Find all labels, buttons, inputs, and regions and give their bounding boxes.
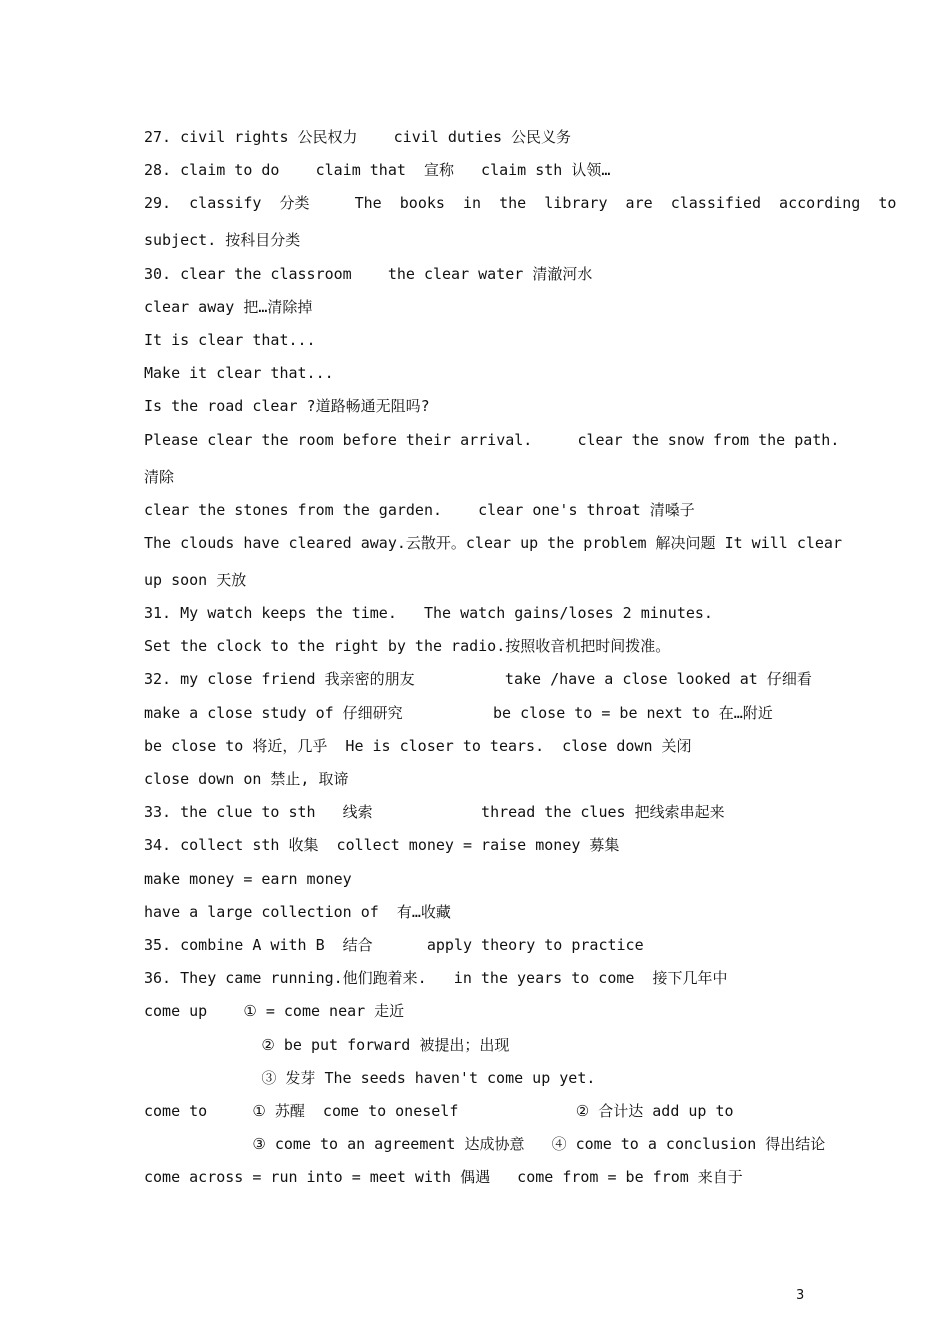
- text-line: 清除: [144, 467, 175, 486]
- text-line: be close to 将近，几乎 He is closer to tears. close down 关闭: [144, 736, 692, 755]
- text-line: have a large collection of 有…收藏: [144, 902, 451, 921]
- text-line: 36. They came running.他们跑着来. in the years to come 接下几年中: [144, 969, 728, 988]
- text-line: Is the road clear ?道路畅通无阻吗?: [144, 397, 430, 416]
- text-line: make money = earn money: [144, 869, 352, 888]
- text-line: clear the stones from the garden. clear one's throat 清嗓子: [144, 500, 695, 519]
- text-line: Set the clock to the right by the radio.按照收音机把时间拨准。: [144, 637, 671, 656]
- text-line: ③ come to an agreement 达成协意 ④ come to a conclusion 得出结论: [144, 1135, 826, 1154]
- text-line: 31. My watch keeps the time. The watch gains/loses 2 minutes.: [144, 604, 713, 623]
- text-line: 35. combine A with B 结合 apply theory to practice: [144, 935, 644, 954]
- text-line: close down on 禁止, 取谛: [144, 770, 349, 788]
- text-line: Make it clear that...: [144, 364, 334, 383]
- text-line: make a close study of 仔细研究 be close to = be next to 在…附近: [144, 703, 773, 722]
- text-line: 27. civil rights 公民权力 civil duties 公民义务: [144, 128, 572, 146]
- document-body: [144, 124, 897, 1197]
- page-number: 3: [796, 1288, 805, 1303]
- text-line: up soon 天放: [144, 570, 247, 589]
- text-line: come to ① 苏醒 come to oneself ② 合计达 add up to: [144, 1101, 734, 1120]
- text-line: 29. classify 分类 The books in the library are classified according to: [144, 194, 897, 213]
- text-line: The clouds have cleared away.云散开。clear up the problem 解决问题 It will clear: [144, 533, 842, 552]
- text-line: come up ① = come near 走近: [144, 1002, 405, 1021]
- text-line: 34. collect sth 收集 collect money = raise money 募集: [144, 836, 620, 855]
- text-line: ③ 发芽 The seeds haven't come up yet.: [144, 1068, 596, 1087]
- text-line: 33. the clue to sth 线索 thread the clues 把线索串起来: [144, 803, 725, 822]
- text-line: subject. 按科目分类: [144, 231, 301, 250]
- text-line: It is clear that...: [144, 330, 316, 349]
- text-line: clear away 把…清除掉: [144, 297, 313, 316]
- text-line: Please clear the room before their arrival. clear the snow from the path.: [144, 430, 840, 449]
- text-line: 30. clear the classroom the clear water 清澈河水: [144, 264, 593, 283]
- text-line: 28. claim to do claim that 宣称 claim sth 认领…: [144, 161, 611, 180]
- text-line: ② be put forward 被提出；出现: [144, 1035, 510, 1054]
- text-line: come across = run into = meet with 偶遇 come from = be from 来自于: [144, 1168, 743, 1187]
- text-line: 32. my close friend 我亲密的朋友 take /have a close looked at 仔细看: [144, 670, 812, 689]
